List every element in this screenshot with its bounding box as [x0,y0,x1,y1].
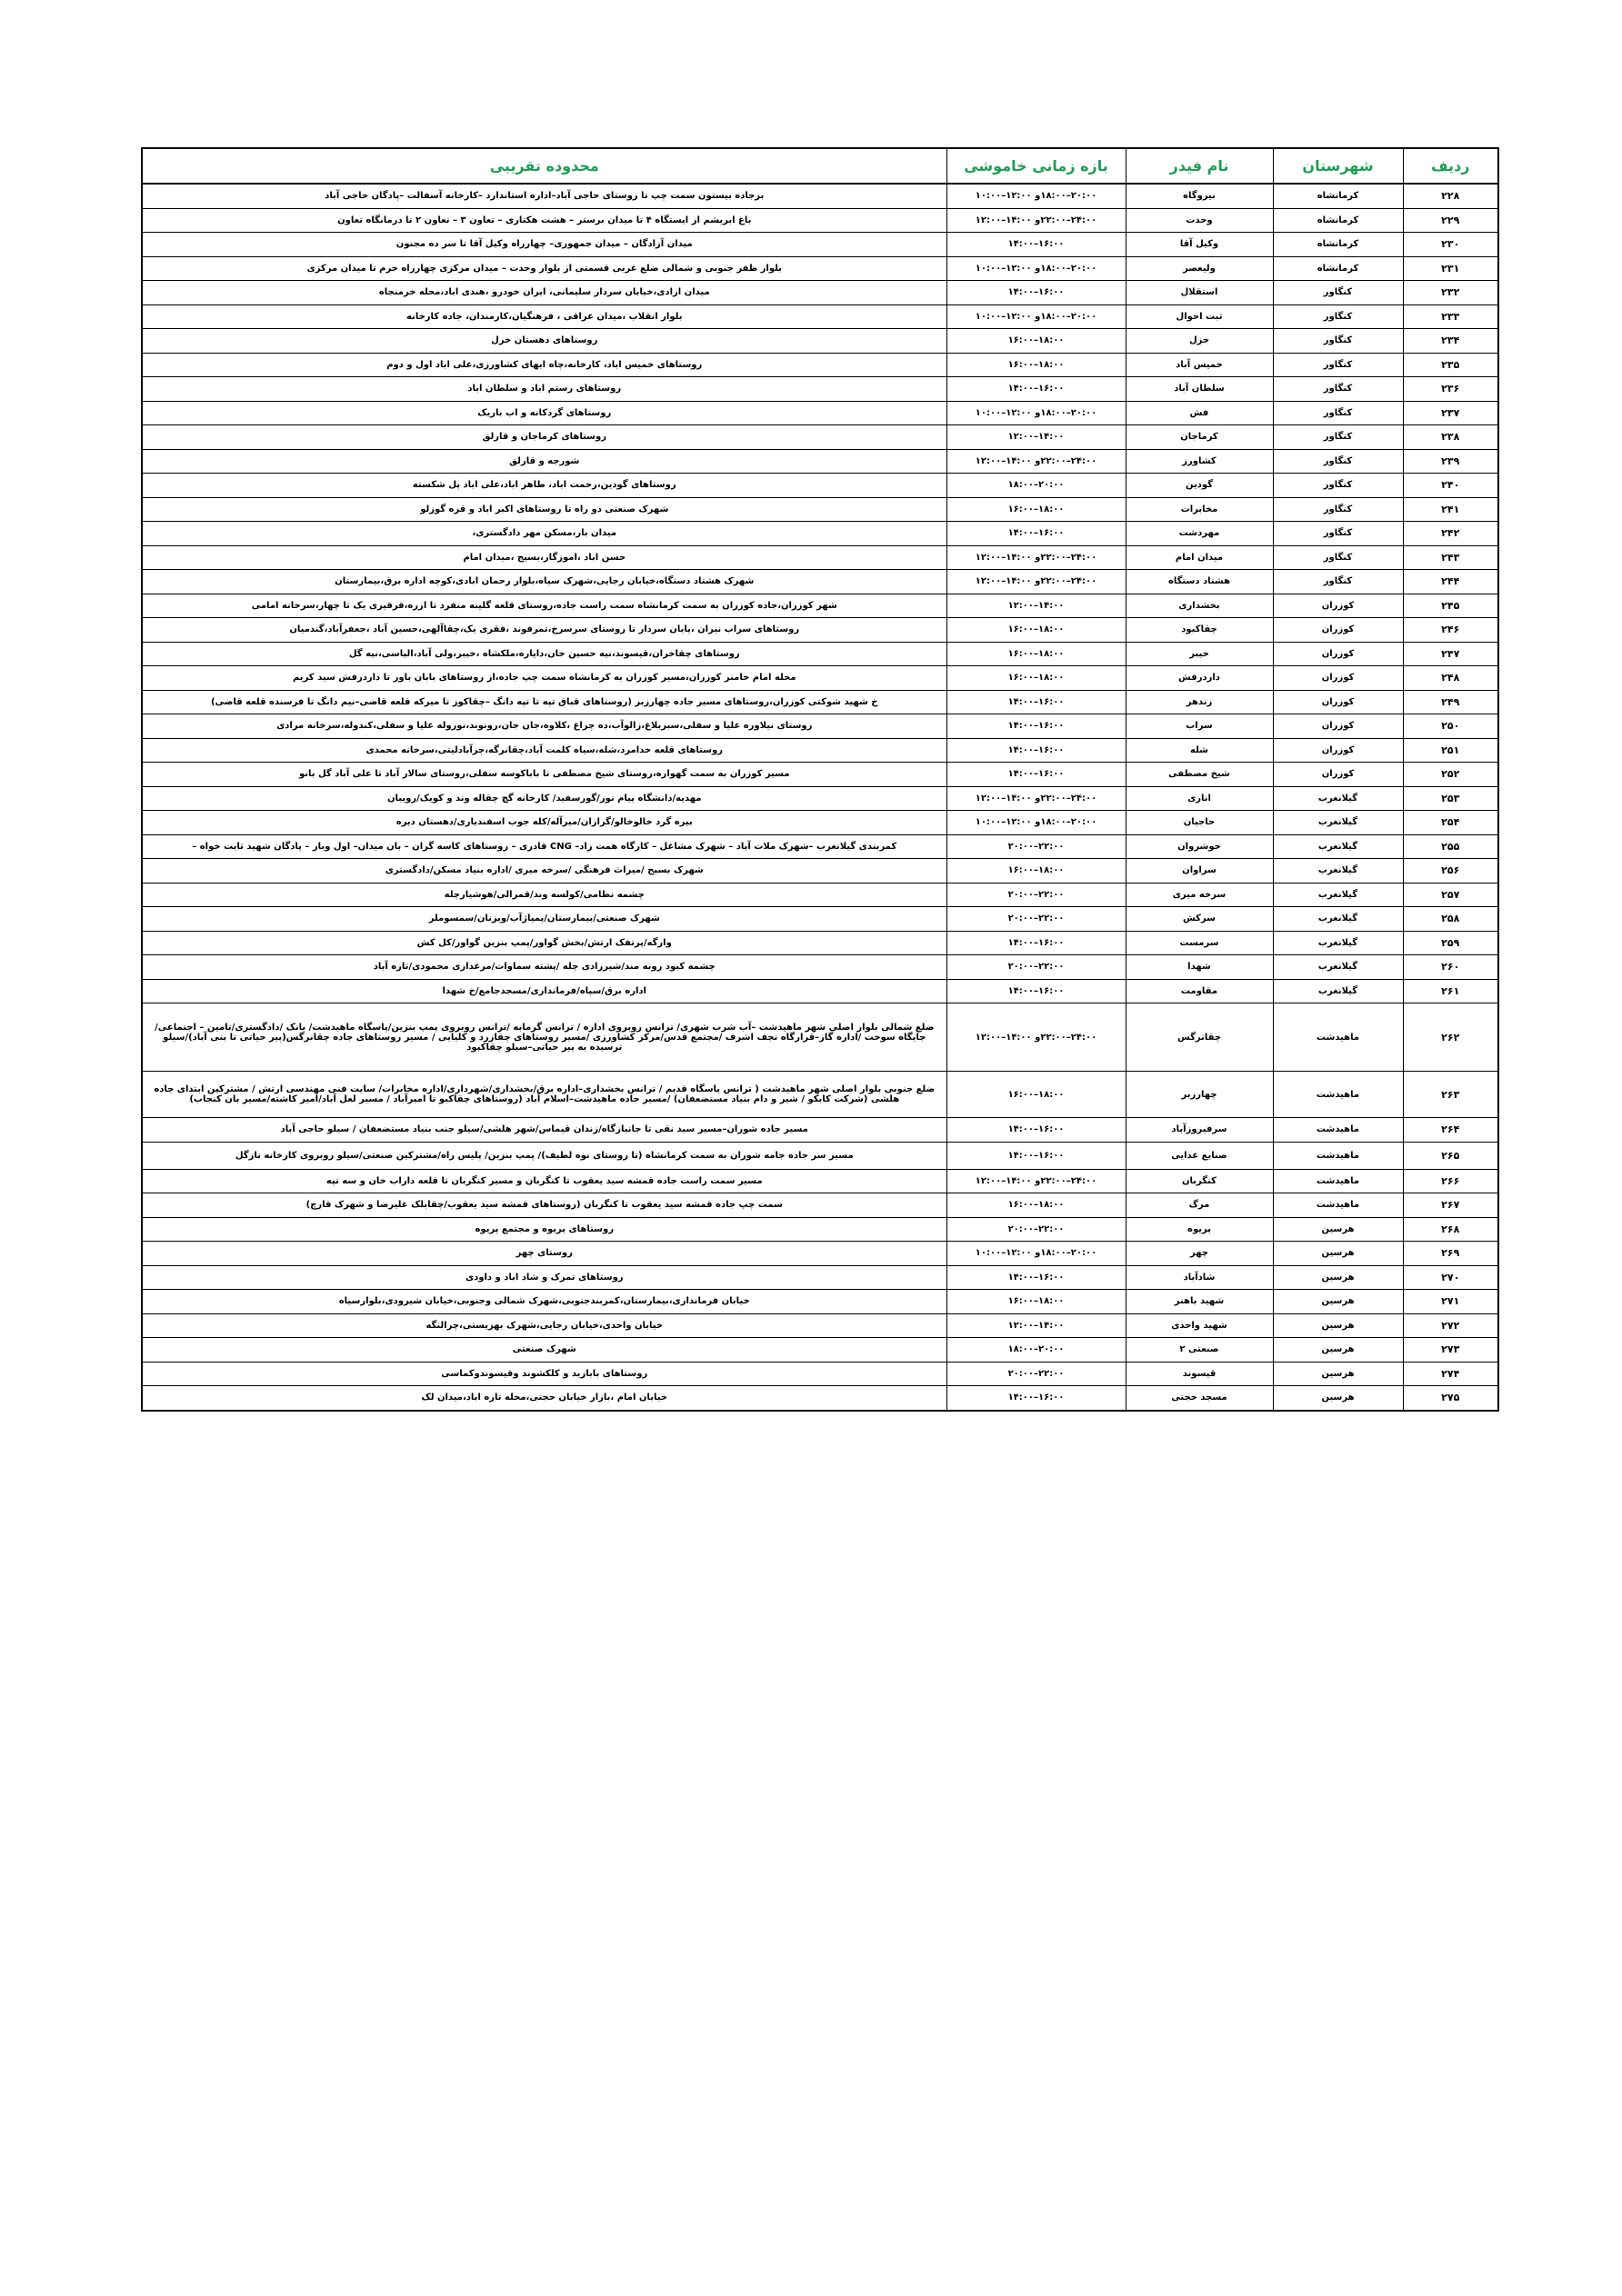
cell-row-number: ۲۵۷ [1403,883,1498,907]
table-row [142,618,1498,643]
table-row [142,449,1498,474]
cell-area: شهرک صنعتی/بیمارستان/پمپاژآب/ویزنان/سمسوملر [142,907,946,932]
cell-row-number: ۲۳۶ [1403,377,1498,402]
cell-feeder: صنعتی ۲ [1126,1338,1273,1363]
cell-row-number: ۲۴۲ [1403,522,1498,546]
cell-city: کنگاور [1273,570,1403,594]
cell-area: مسیر کوزران به سمت گهواره،روستای شیخ مصطفی تا باباکوسه سفلی،روستای سالار آباد تا علی آباد گل بانو [142,763,946,787]
table-row [142,522,1498,546]
cell-row-number: ۲۷۲ [1403,1313,1498,1338]
cell-feeder: شهدا [1126,955,1273,980]
cell-area: شهرک صنعتی [142,1338,946,1363]
table-row [142,738,1498,763]
cell-city: کنگاور [1273,401,1403,425]
cell-row-number: ۲۳۷ [1403,401,1498,425]
cell-outage-time: ۱۸:۰۰–۱۶:۰۰ [946,1290,1126,1314]
cell-feeder: شله [1126,738,1273,763]
cell-city: ماهیدشت [1273,1118,1403,1143]
cell-area: میدان ازادی،خیابان سردار سلیمانی، ایران خودرو ،هندی اباد،محله خرمنجاه [142,281,946,305]
table-row [142,233,1498,257]
table-row [142,1142,1498,1169]
cell-outage-time: ۱۶:۰۰–۱۴:۰۰ [946,979,1126,1003]
cell-feeder: مرگ [1126,1193,1273,1218]
table-header-row [142,148,1498,184]
cell-area: اداره برق/سپاه/فرمانداری/مسجدجامع/خ شهدا [142,979,946,1003]
table-row [142,1386,1498,1411]
cell-outage-time: ۲۰:۰۰–۱۸:۰۰و ۱۲:۰۰–۱۰:۰۰ [946,256,1126,281]
cell-row-number: ۲۳۹ [1403,449,1498,474]
cell-area: روستاهای رستم اباد و سلطان اباد [142,377,946,402]
cell-city: هرسین [1273,1313,1403,1338]
cell-area: روستاهای تمرک و شاد اباد و داودی [142,1265,946,1290]
cell-city: کنگاور [1273,474,1403,498]
cell-feeder: گودین [1126,474,1273,498]
table-row [142,256,1498,281]
cell-area: شهرک صنعتی دو راه تا روستاهای اکبر اباد و قره گوزلو [142,497,946,522]
cell-city: ماهیدشت [1273,1003,1403,1072]
cell-area: وارگه/پرتفک ارتش/بخش گواور/پمپ بنزین گواور/کل کش [142,931,946,955]
table-body [142,184,1498,1411]
cell-feeder: شادآباد [1126,1265,1273,1290]
cell-outage-time: ۲۴:۰۰–۲۲:۰۰و ۱۴:۰۰–۱۲:۰۰ [946,1169,1126,1193]
cell-outage-time: ۱۶:۰۰–۱۴:۰۰ [946,763,1126,787]
cell-row-number: ۲۷۱ [1403,1290,1498,1314]
table-row [142,184,1498,208]
table-row [142,1362,1498,1386]
table-row [142,1118,1498,1143]
cell-outage-time: ۲۲:۰۰–۲۰:۰۰ [946,907,1126,932]
cell-outage-time: ۱۸:۰۰–۱۶:۰۰ [946,497,1126,522]
cell-feeder: شهید باهنر [1126,1290,1273,1314]
table-row [142,763,1498,787]
table-row [142,1003,1498,1072]
table-row [142,1217,1498,1242]
cell-city: کرمانشاه [1273,208,1403,233]
table-row [142,281,1498,305]
cell-area: میدان بار،مسکن مهر دادگستری، [142,522,946,546]
cell-city: گیلانغرب [1273,907,1403,932]
cell-outage-time: ۲۰:۰۰–۱۸:۰۰و ۱۲:۰۰–۱۰:۰۰ [946,401,1126,425]
cell-outage-time: ۱۶:۰۰–۱۴:۰۰ [946,281,1126,305]
cell-row-number: ۲۴۰ [1403,474,1498,498]
outage-schedule-table [141,147,1499,1412]
cell-row-number: ۲۶۷ [1403,1193,1498,1218]
cell-city: کنگاور [1273,497,1403,522]
cell-area: روستاهای کرماجان و قارلق [142,425,946,450]
cell-feeder: سلطان آباد [1126,377,1273,402]
cell-city: کوزران [1273,714,1403,739]
cell-area: روستاهای بابازید و کلکشوند وقیسوندوکماسی [142,1362,946,1386]
cell-outage-time: ۲۴:۰۰–۲۲:۰۰و ۱۴:۰۰–۱۲:۰۰ [946,1003,1126,1072]
cell-row-number: ۲۷۰ [1403,1265,1498,1290]
table-row [142,1193,1498,1218]
table-row [142,401,1498,425]
cell-city: گیلانغرب [1273,859,1403,883]
cell-area: خیابان واحدی،خیابان رجایی،شهرک بهزیستی،چرالنگه [142,1313,946,1338]
cell-outage-time: ۱۶:۰۰–۱۴:۰۰ [946,1118,1126,1143]
cell-area: خ شهید شوکتی کوزران،روستاهای مسیر جاده چهارزبر (روستاهای قباق تپه تا تپه دانگ –چقاکوز تا میرکه قلعه قاضی–نیم دانگ تا فرسنده قلعه قاضی) [142,690,946,714]
cell-row-number: ۲۲۹ [1403,208,1498,233]
cell-row-number: ۲۵۹ [1403,931,1498,955]
table-row [142,377,1498,402]
column-header-city: شهرستان [1273,148,1403,184]
cell-row-number: ۲۶۸ [1403,1217,1498,1242]
table-row [142,859,1498,883]
cell-feeder: قیسوند [1126,1362,1273,1386]
cell-row-number: ۲۳۵ [1403,353,1498,377]
cell-city: کنگاور [1273,377,1403,402]
table-row [142,1242,1498,1266]
cell-feeder: میدان امام [1126,545,1273,570]
cell-row-number: ۲۲۸ [1403,184,1498,208]
cell-city: گیلانغرب [1273,811,1403,835]
cell-feeder: مخابرات [1126,497,1273,522]
table-row [142,329,1498,354]
cell-row-number: ۲۵۸ [1403,907,1498,932]
cell-feeder: سرمست [1126,931,1273,955]
cell-feeder: چقانرگس [1126,1003,1273,1072]
cell-feeder: حاجیان [1126,811,1273,835]
cell-row-number: ۲۶۰ [1403,955,1498,980]
cell-city: کنگاور [1273,329,1403,354]
cell-feeder: هشتاد دستگاه [1126,570,1273,594]
cell-row-number: ۲۳۸ [1403,425,1498,450]
cell-row-number: ۲۴۹ [1403,690,1498,714]
cell-feeder: کشاورز [1126,449,1273,474]
table-row [142,545,1498,570]
cell-area: روستاهای خمیس اباد، کارخانه،چاه ابهای کشاورزی،علی اباد اول و دوم [142,353,946,377]
cell-area: مسیر سمت راست جاده قمشه سید یعقوب تا کنگربان و مسیر کنگربان تا قلعه داراب خان و سه تپه [142,1169,946,1193]
cell-outage-time: ۲۰:۰۰–۱۸:۰۰و ۱۲:۰۰–۱۰:۰۰ [946,811,1126,835]
cell-feeder: ولیعصر [1126,256,1273,281]
cell-city: کنگاور [1273,304,1403,329]
cell-outage-time: ۲۴:۰۰–۲۲:۰۰و ۱۴:۰۰–۱۲:۰۰ [946,449,1126,474]
table-row [142,1338,1498,1363]
cell-outage-time: ۲۴:۰۰–۲۲:۰۰و ۱۴:۰۰–۱۲:۰۰ [946,545,1126,570]
cell-city: ماهیدشت [1273,1142,1403,1169]
cell-row-number: ۲۶۱ [1403,979,1498,1003]
cell-outage-time: ۲۲:۰۰–۲۰:۰۰ [946,883,1126,907]
cell-feeder: زندهر [1126,690,1273,714]
cell-feeder: خیبر [1126,642,1273,666]
cell-row-number: ۲۴۶ [1403,618,1498,643]
cell-feeder: کرماجان [1126,425,1273,450]
cell-outage-time: ۲۰:۰۰–۱۸:۰۰ [946,1338,1126,1363]
cell-area: روستاهای گردکانه و اب باریک [142,401,946,425]
table-row [142,642,1498,666]
cell-feeder: استقلال [1126,281,1273,305]
cell-row-number: ۲۵۲ [1403,763,1498,787]
cell-area: شهر کوزران،جاده کوزران به سمت کرمانشاه سمت راست جاده،روستای قلعه گلینه منفرد تا ازره،قرقیری یک تا چهار،سرخانه امامی [142,594,946,618]
cell-area: بلوار ظفر جنوبی و شمالی ضلع غربی قسمتی از بلوار وحدت – میدان مرکزی چهارراه خرم تا میدان مرکزی [142,256,946,281]
cell-feeder: فش [1126,401,1273,425]
cell-row-number: ۲۵۰ [1403,714,1498,739]
cell-row-number: ۲۶۹ [1403,1242,1498,1266]
cell-area: خیابان امام ،بازار خیابان حجتی،محله تازه اباد،میدان لک [142,1386,946,1411]
cell-outage-time: ۱۸:۰۰–۱۶:۰۰ [946,859,1126,883]
cell-area: باغ ابریشم از ایستگاه ۴ تا میدان برستر – هشت هکتاری – تعاون ۳ – تعاون ۲ تا درمانگاه تعاون [142,208,946,233]
cell-area: مهدیه/دانشگاه پیام نور/گورسفید/ کارخانه گچ چقاله وند و کویک/رویبان [142,786,946,811]
cell-row-number: ۲۴۵ [1403,594,1498,618]
cell-area: حسن اباد ،اموزگار،بسیج ،میدان امام [142,545,946,570]
cell-city: کوزران [1273,763,1403,787]
cell-outage-time: ۱۶:۰۰–۱۴:۰۰ [946,690,1126,714]
cell-row-number: ۲۳۴ [1403,329,1498,354]
cell-feeder: خمیس آباد [1126,353,1273,377]
cell-outage-time: ۲۲:۰۰–۲۰:۰۰ [946,1217,1126,1242]
table-row [142,690,1498,714]
cell-outage-time: ۱۴:۰۰–۱۲:۰۰ [946,594,1126,618]
cell-outage-time: ۱۶:۰۰–۱۴:۰۰ [946,738,1126,763]
cell-city: کوزران [1273,738,1403,763]
cell-feeder: خزل [1126,329,1273,354]
cell-area: ضلع شمالی بلوار اصلی شهر ماهیدشت –آب شرب شهری/ ترانس روبروی اداره / ترانس گرمابه /ترانس روبروی پمپ بنزین/پاسگاه ماهیدشت/ بانک /دادگستری/تامین – اجتماعی/جایگاه سوخت /اداره گاز–قرارگاه نجف اشرف /مجتمع قدس/مرکز کشاورزی /مسیر روستاهای چقازرد و کلیایی / مسیر روستاهای جاده چقانرگس(پیر حیاتی تا بنی آباد)/سیلو ترسیده به پیر حیاتی–سیلو چقاکبود [142,1003,946,1072]
cell-row-number: ۲۵۳ [1403,786,1498,811]
cell-feeder: وکیل آقا [1126,233,1273,257]
table-row [142,570,1498,594]
cell-outage-time: ۱۶:۰۰–۱۴:۰۰ [946,1265,1126,1290]
cell-area: محله امام خامنر کوزران،مسیر کوزران به کرمانشاه سمت چپ جاده،از روستاهای بابان باور تا داردرفش سید کریم [142,666,946,691]
table-row [142,907,1498,932]
table-row [142,666,1498,691]
cell-row-number: ۲۳۱ [1403,256,1498,281]
cell-area: برجاده بیستون سمت چپ تا روستای حاجی آباد–اداره استاندارد –کارخانه آسفالت –پادگان حاجی آباد [142,184,946,208]
cell-area: کمربندی گیلانغرب –شهرک ملات آباد – شهرک مشاغل – کارگاه همت زاد– CNG قادری – روستاهای کاسه گران – بان میدان– اول وبار – پادگان شهید ثابت خواه – [142,834,946,859]
cell-row-number: ۲۵۴ [1403,811,1498,835]
cell-city: گیلانغرب [1273,786,1403,811]
cell-feeder: سراب [1126,714,1273,739]
table-row [142,931,1498,955]
cell-outage-time: ۱۸:۰۰–۱۶:۰۰ [946,353,1126,377]
cell-outage-time: ۱۶:۰۰–۱۴:۰۰ [946,1142,1126,1169]
cell-outage-time: ۱۶:۰۰–۱۴:۰۰ [946,1386,1126,1411]
cell-city: هرسین [1273,1217,1403,1242]
cell-row-number: ۲۶۵ [1403,1142,1498,1169]
cell-city: هرسین [1273,1386,1403,1411]
cell-outage-time: ۱۴:۰۰–۱۲:۰۰ [946,1313,1126,1338]
cell-outage-time: ۱۶:۰۰–۱۴:۰۰ [946,233,1126,257]
cell-city: گیلانغرب [1273,931,1403,955]
cell-outage-time: ۱۸:۰۰–۱۶:۰۰ [946,618,1126,643]
cell-city: گیلانغرب [1273,883,1403,907]
cell-row-number: ۲۳۳ [1403,304,1498,329]
cell-outage-time: ۲۴:۰۰–۲۲:۰۰و ۱۴:۰۰–۱۲:۰۰ [946,208,1126,233]
cell-outage-time: ۱۸:۰۰–۱۶:۰۰ [946,1072,1126,1118]
cell-outage-time: ۲۰:۰۰–۱۸:۰۰و ۱۲:۰۰–۱۰:۰۰ [946,1242,1126,1266]
cell-city: کوزران [1273,618,1403,643]
table-row [142,1265,1498,1290]
cell-city: کنگاور [1273,425,1403,450]
table-row [142,425,1498,450]
cell-feeder: نیروگاه [1126,184,1273,208]
cell-area: روستاهای سراب نیران ،پایان سردار تا روستای سرسرخ،تمرفوند ،فقری یک،چقاآلهی،حسین آباد ،جعفرآباد،گندمیان [142,618,946,643]
cell-row-number: ۲۵۵ [1403,834,1498,859]
cell-feeder: شیخ مصطفی [1126,763,1273,787]
cell-row-number: ۲۴۸ [1403,666,1498,691]
table-row [142,497,1498,522]
column-header-row-number: ردیف [1403,148,1498,184]
table-row [142,979,1498,1003]
column-header-area: محدوده تقریبی [142,148,946,184]
cell-feeder: سراوان [1126,859,1273,883]
table-row [142,811,1498,835]
cell-outage-time: ۲۴:۰۰–۲۲:۰۰و ۱۴:۰۰–۱۲:۰۰ [946,786,1126,811]
cell-feeder: اناری [1126,786,1273,811]
cell-row-number: ۲۴۳ [1403,545,1498,570]
cell-area: بلوار انقلاب ،میدان عراقی ، فرهنگیان،کارمندان، جاده کارخانه [142,304,946,329]
cell-feeder: بخشداری [1126,594,1273,618]
cell-outage-time: ۱۸:۰۰–۱۶:۰۰ [946,329,1126,354]
cell-row-number: ۲۶۲ [1403,1003,1498,1072]
cell-city: کرمانشاه [1273,256,1403,281]
table-row [142,1072,1498,1118]
cell-feeder: صنایع غذایی [1126,1142,1273,1169]
cell-city: گیلانغرب [1273,955,1403,980]
cell-area: بیره گرد خالوخالو/گرازان/میرآله/کله جوب اسفندیاری/دهستان دیره [142,811,946,835]
cell-city: هرسین [1273,1362,1403,1386]
table-row [142,714,1498,739]
cell-feeder: خوشروان [1126,834,1273,859]
cell-row-number: ۲۴۱ [1403,497,1498,522]
cell-outage-time: ۱۶:۰۰–۱۴:۰۰ [946,522,1126,546]
cell-area: مسیر جاده شوران–مسیر سید نقی تا جانبازگاه/زندان قیماس/شهر هلشی/سیلو جنب بنیاد مستضعفان / سیلو حاجی آباد [142,1118,946,1143]
cell-row-number: ۲۳۰ [1403,233,1498,257]
cell-city: کنگاور [1273,545,1403,570]
cell-feeder: داردرفش [1126,666,1273,691]
cell-area: روستاهای قلعه خدامرد،شله،سیاه کلمت آباد،چقانرگه،چرآبادلیتی،سرخانه محمدی [142,738,946,763]
cell-outage-time: ۱۴:۰۰–۱۲:۰۰ [946,425,1126,450]
cell-outage-time: ۱۸:۰۰–۱۶:۰۰ [946,642,1126,666]
cell-row-number: ۲۴۷ [1403,642,1498,666]
cell-feeder: چهارزبر [1126,1072,1273,1118]
cell-city: ماهیدشت [1273,1169,1403,1193]
cell-city: کنگاور [1273,281,1403,305]
cell-outage-time: ۱۶:۰۰–۱۴:۰۰ [946,377,1126,402]
cell-outage-time: ۲۲:۰۰–۲۰:۰۰ [946,955,1126,980]
cell-row-number: ۲۶۶ [1403,1169,1498,1193]
cell-area: شهرک هشتاد دستگاه،خیابان رجایی،شهرک سپاه،بلوار رحمان ابادی،کوچه اداره برق،بیمارستان [142,570,946,594]
cell-city: هرسین [1273,1242,1403,1266]
cell-city: گیلانغرب [1273,834,1403,859]
cell-city: هرسین [1273,1290,1403,1314]
table-row [142,353,1498,377]
cell-feeder: پریوه [1126,1217,1273,1242]
table-row [142,1169,1498,1193]
cell-feeder: مهردشت [1126,522,1273,546]
cell-row-number: ۲۶۴ [1403,1118,1498,1143]
cell-outage-time: ۲۰:۰۰–۱۸:۰۰ [946,474,1126,498]
cell-area: ضلع جنوبی بلوار اصلی شهر ماهیدشت ( ترانس پاسگاه قدیم / ترانس بخشداری–اداره برق/بخشداری/شهرداری/اداره مخابرات/ سایت فنی مهندسی ارتش / مشترکین ابتدای جاده هلشی (شرکت کابکو / شیر و دام بنیاد مستضعفان) /مسیر جاده ماهیدشت–اسلام آباد (روستاهای چقاکبو تا امیرآباد / مسیر لعل آباد/امیر کاشته/مسیر بان کنجاب) [142,1072,946,1118]
table-row [142,208,1498,233]
cell-feeder: شهید واحدی [1126,1313,1273,1338]
cell-feeder: مقاومت [1126,979,1273,1003]
cell-area: چشمه کبود رونه مند/شیرزادی چله /پشته سماوات/مرغداری محمودی/تازه آباد [142,955,946,980]
cell-outage-time: ۱۶:۰۰–۱۴:۰۰ [946,714,1126,739]
cell-feeder: سرکش [1126,907,1273,932]
cell-outage-time: ۱۸:۰۰–۱۶:۰۰ [946,1193,1126,1218]
table-row [142,594,1498,618]
cell-outage-time: ۲۴:۰۰–۲۲:۰۰و ۱۴:۰۰–۱۲:۰۰ [946,570,1126,594]
column-header-outage-time: بازه زمانی خاموشی [946,148,1126,184]
cell-city: کنگاور [1273,522,1403,546]
cell-city: کوزران [1273,690,1403,714]
cell-row-number: ۲۷۵ [1403,1386,1498,1411]
table-row [142,304,1498,329]
cell-area: روستاهای دهستان خزل [142,329,946,354]
table-row [142,1290,1498,1314]
cell-city: ماهیدشت [1273,1193,1403,1218]
cell-area: مسیر سر جاده جامه شوران به سمت کرمانشاه (تا روستای نوه لطیف)/ پمپ بنزین/ پلیس راه/مشترکین صنعتی/سیلو روبروی کارخانه نازگل [142,1142,946,1169]
table-row [142,834,1498,859]
cell-area: شورجه و قارلق [142,449,946,474]
cell-feeder: سرفیروزآباد [1126,1118,1273,1143]
cell-area: روستاهای چقاخران،قیسوند،نیه حسین خان،دایاره،ملکشاه ،خیبر،ولی آباد،الیاسی،نیه گل [142,642,946,666]
cell-area: چشمه نظامی/کولسه وند/قمرالی/هوشیارچله [142,883,946,907]
cell-feeder: چقاکبود [1126,618,1273,643]
table-row [142,883,1498,907]
cell-city: کنگاور [1273,353,1403,377]
cell-outage-time: ۱۸:۰۰–۱۶:۰۰ [946,666,1126,691]
cell-area: سمت چپ جاده قمشه سید یعقوب تا کنگربان (روستاهای قمشه سید یعقوب/چقابلک علیرضا و شهرک قارچ) [142,1193,946,1218]
cell-city: کرمانشاه [1273,184,1403,208]
cell-row-number: ۲۵۶ [1403,859,1498,883]
cell-row-number: ۲۶۳ [1403,1072,1498,1118]
cell-row-number: ۲۵۱ [1403,738,1498,763]
cell-area: روستاهای پریوه و مجتمع پریوه [142,1217,946,1242]
cell-city: ماهیدشت [1273,1072,1403,1118]
cell-city: کوزران [1273,666,1403,691]
table-row [142,786,1498,811]
cell-row-number: ۲۴۴ [1403,570,1498,594]
cell-outage-time: ۲۲:۰۰–۲۰:۰۰ [946,834,1126,859]
column-header-feeder: نام فیدر [1126,148,1273,184]
cell-city: کوزران [1273,594,1403,618]
cell-feeder: چهر [1126,1242,1273,1266]
cell-city: هرسین [1273,1338,1403,1363]
cell-city: هرسین [1273,1265,1403,1290]
cell-area: روستاهای گودین،رحمت اباد، طاهر اباد،علی اباد پل شکسته [142,474,946,498]
cell-feeder: وحدت [1126,208,1273,233]
cell-outage-time: ۲۰:۰۰–۱۸:۰۰و ۱۲:۰۰–۱۰:۰۰ [946,304,1126,329]
cell-area: روستای چهر [142,1242,946,1266]
cell-city: گیلانغرب [1273,979,1403,1003]
cell-feeder: ثبت احوال [1126,304,1273,329]
cell-area: خیابان فرمانداری،بیمارستان،کمربندجنوبی،شهرک شمالی وجنوبی،خیابان شیرودی،بلوارسیاه [142,1290,946,1314]
cell-city: کرمانشاه [1273,233,1403,257]
cell-row-number: ۲۷۳ [1403,1338,1498,1363]
table-row [142,474,1498,498]
cell-feeder: مسجد حجتی [1126,1386,1273,1411]
cell-outage-time: ۱۶:۰۰–۱۴:۰۰ [946,931,1126,955]
cell-outage-time: ۲۰:۰۰–۱۸:۰۰و ۱۲:۰۰–۱۰:۰۰ [946,184,1126,208]
cell-city: کوزران [1273,642,1403,666]
cell-area: روستای نیلاوره علیا و سفلی،سبزبلاغ،زالوآب،ده چراغ ،کلاوه،جان جان،رونوند،نوروله علیا و سفلی،کندوله،سرخانه مرادی [142,714,946,739]
cell-outage-time: ۲۲:۰۰–۲۰:۰۰ [946,1362,1126,1386]
cell-feeder: سرخه میری [1126,883,1273,907]
cell-city: کنگاور [1273,449,1403,474]
cell-row-number: ۲۳۲ [1403,281,1498,305]
cell-feeder: کنگربان [1126,1169,1273,1193]
cell-area: میدان آزادگان – میدان جمهوری– چهارراه وکیل آقا تا سر ده مجنون [142,233,946,257]
table-row [142,1313,1498,1338]
table-row [142,955,1498,980]
cell-row-number: ۲۷۴ [1403,1362,1498,1386]
cell-area: شهرک بسیج /میراث فرهنگی /سرخه میری /اداره بنیاد مسکن/دادگستری [142,859,946,883]
